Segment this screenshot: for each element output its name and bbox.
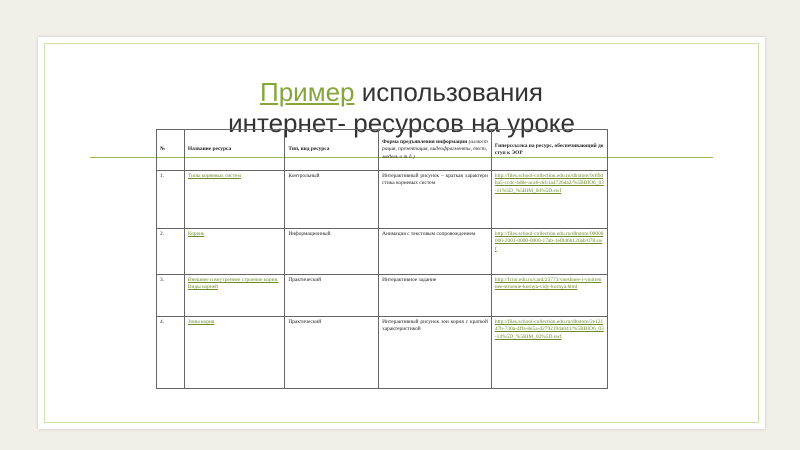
title-line2: интернет- ресурсов на уроке (228, 108, 575, 138)
resource-type: Практический (285, 317, 379, 389)
resource-form: Анимация с текстовым сопровождением (379, 229, 492, 275)
resource-link[interactable]: Зоны корня (187, 319, 215, 325)
resource-url[interactable]: http://fcior.edu.ru/card/23773/vneshnee-i-vnutrennee-stroenie-kornya-vidy-kornya.html (494, 277, 602, 291)
resource-link[interactable]: Внешнее и внутреннее строение корня. Виды корней (187, 277, 279, 291)
resource-type: Информационный (285, 229, 379, 275)
resource-link[interactable]: Корень (187, 231, 205, 237)
header-form-italic: (иллюстрация, презентация, видеофрагменты, тест, модель и т.д.) (382, 138, 488, 160)
row-num: 3. (157, 275, 185, 317)
title-link-word[interactable]: Пример (260, 77, 355, 107)
row-num: 2. (157, 229, 185, 275)
header-type: Тип, вид ресурса (285, 130, 379, 171)
resource-url[interactable]: http://files.school-collection.edu.ru/dlrstore/2e12147b-730a-4ffa-8e5a-d2792194a041/%5BBIO6_03-14%5D_%5BIM_02%5D.swf (494, 319, 604, 340)
table-header-row (157, 130, 608, 171)
row-num: 1. (157, 171, 185, 229)
header-form (379, 130, 492, 171)
table-row (157, 317, 608, 389)
resource-url[interactable]: http://files.school-collection.edu.ru/dlrstore/00000000-2001-0000-0000-17ab-1ef846b126ab/078.swf (494, 231, 604, 252)
resource-url[interactable]: http://files.school-collection.edu.ru/dlrstore/9c89dba5-ccdc-4d8e-aca6-dcb1a4726da2/%5BBIO6_03-11%5D_%5BIM_04%5D.swf (494, 173, 604, 194)
header-name: Название ресурса (184, 130, 284, 171)
row-num: 4. (157, 317, 185, 389)
table-row (157, 171, 608, 229)
header-form-bold: Форма предъявления информации (382, 138, 468, 145)
resource-type: Контрольный (285, 171, 379, 229)
table-row (157, 229, 608, 275)
resource-type: Практический (285, 275, 379, 317)
resource-table (156, 129, 608, 389)
resource-form: Интерактивное задание (379, 275, 492, 317)
resource-form: Интерактивный рисунок – краткая характеристика корневых систем (379, 171, 492, 229)
resource-form: Интерактивный рисунок зон корня с краткой характеристикой (379, 317, 492, 389)
header-num: № (157, 130, 185, 171)
table-row (157, 275, 608, 317)
resource-link[interactable]: Типы корневых систем (187, 173, 241, 179)
header-link: Гиперссылка на ресурс, обеспечивающий доступ к ЭОР (491, 130, 607, 171)
title-line1: использования (354, 77, 543, 107)
